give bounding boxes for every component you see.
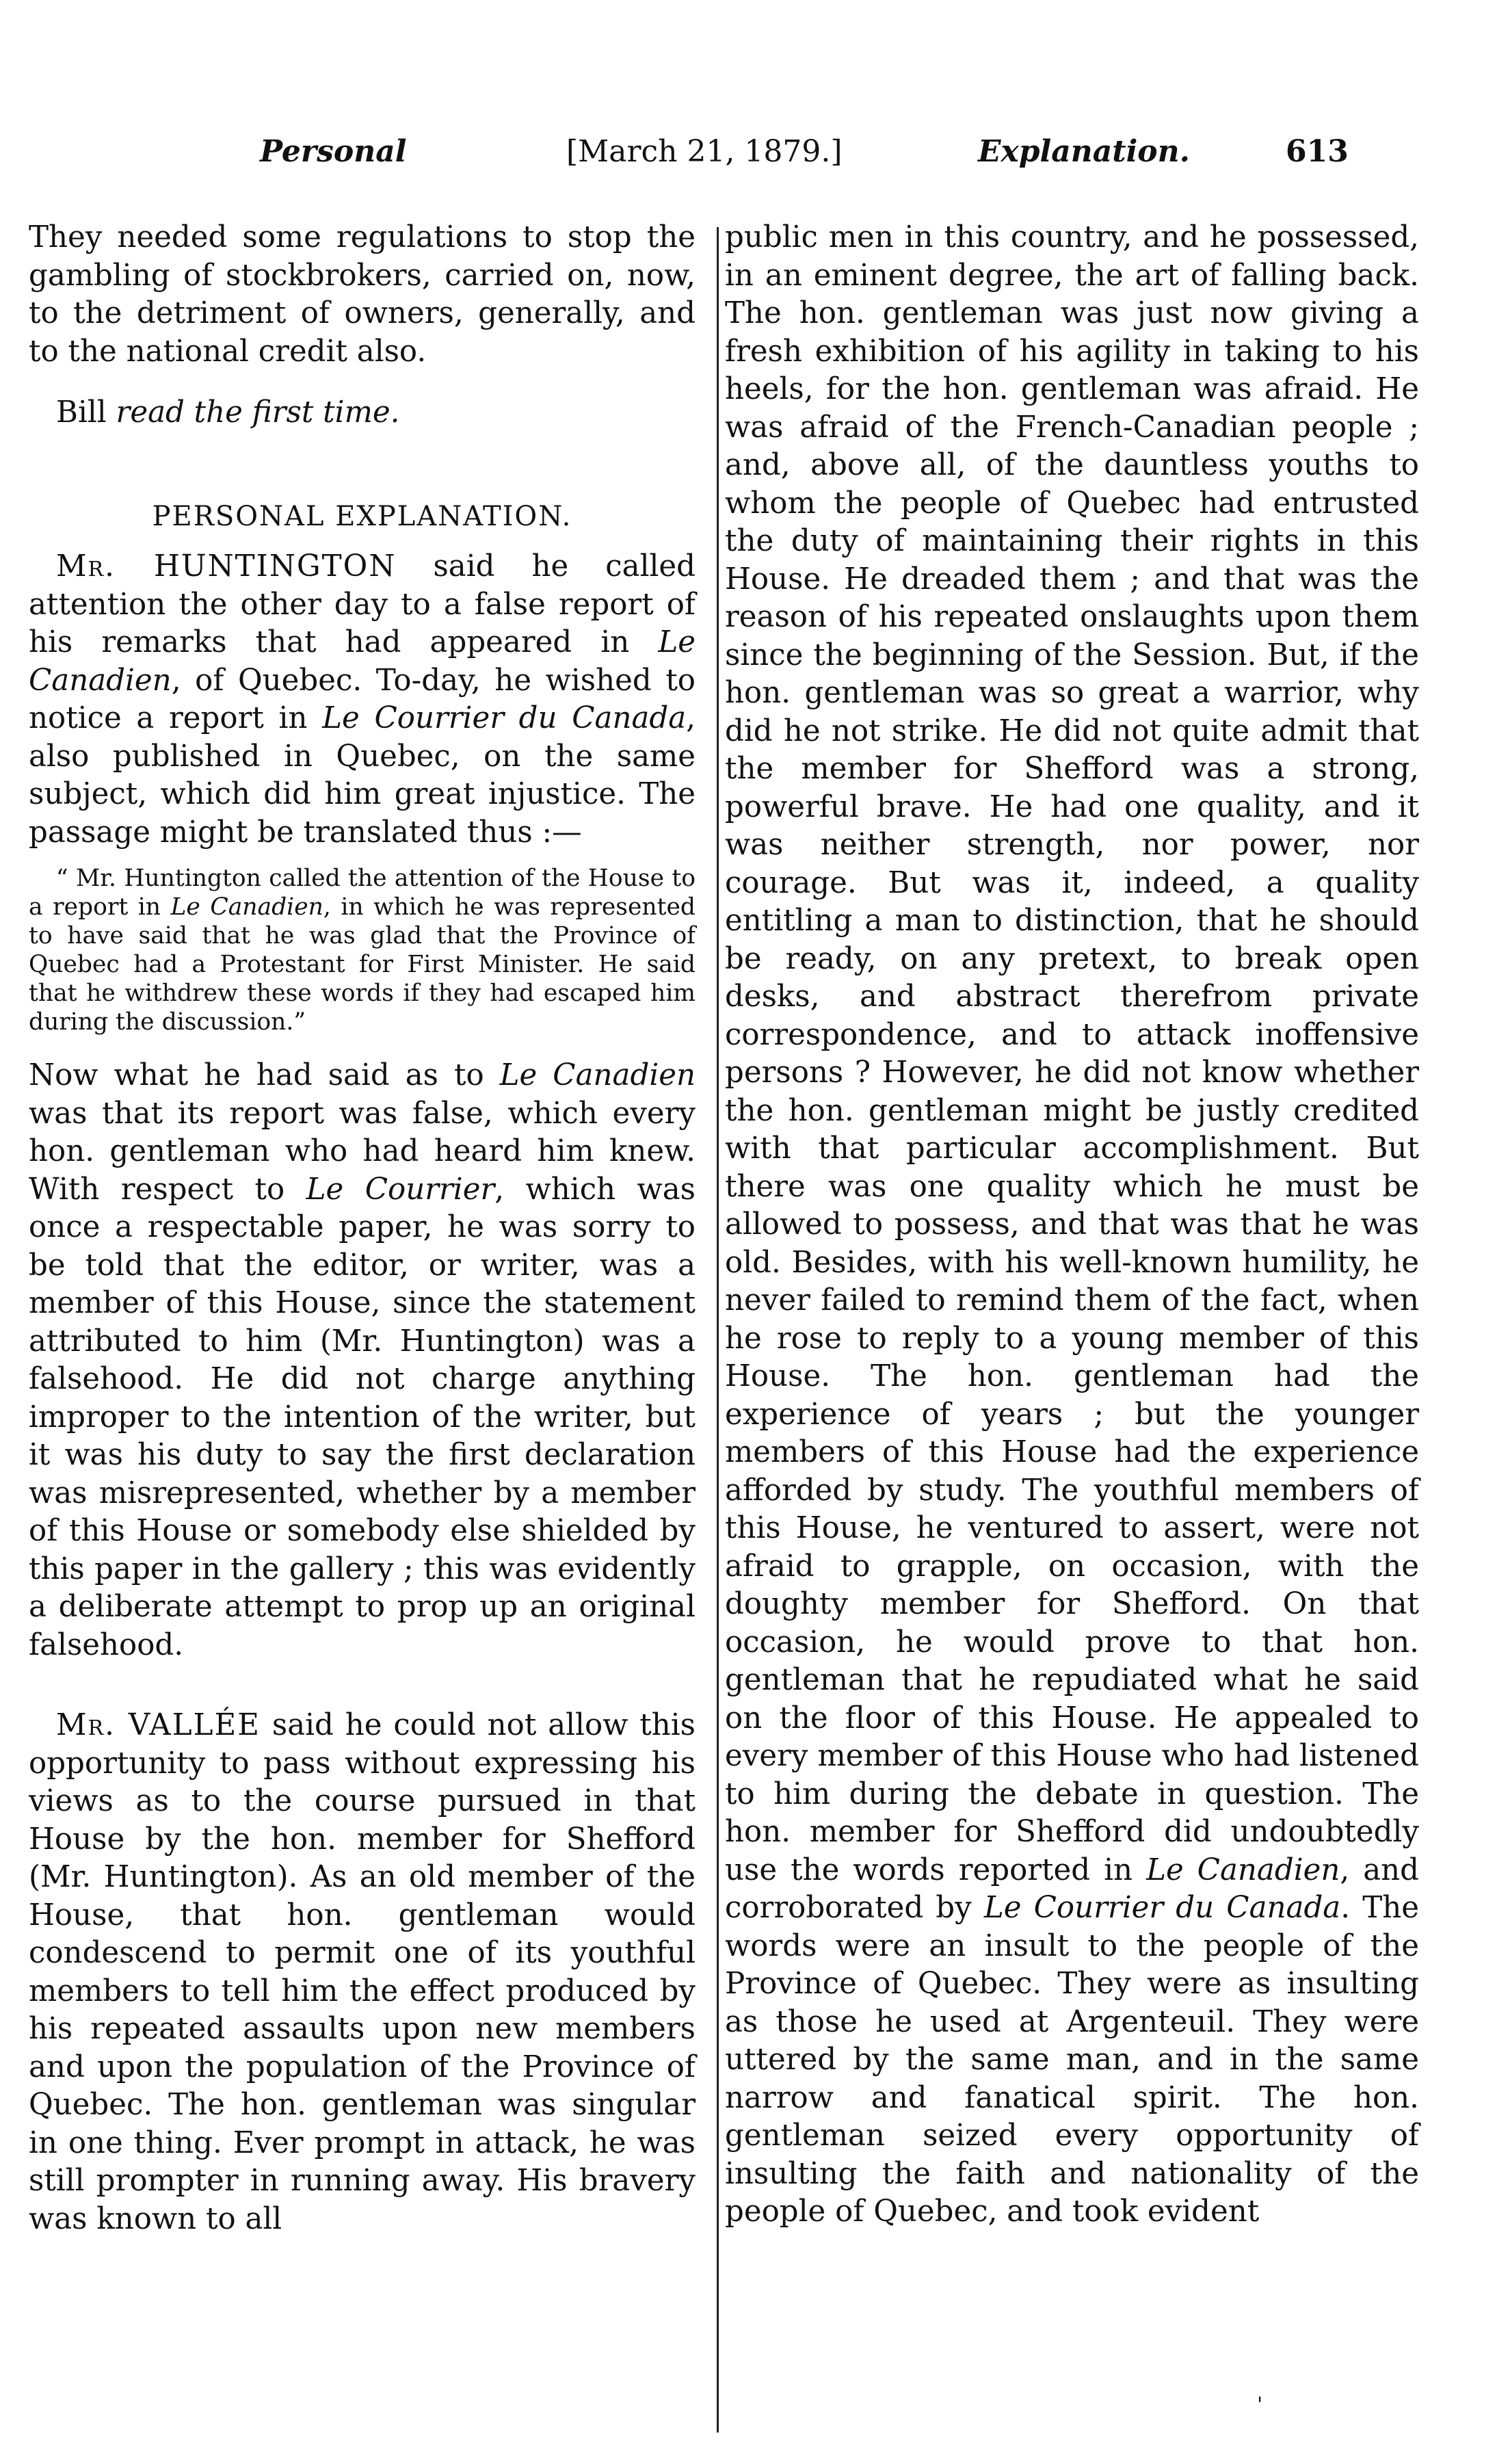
now-text-d: Le Courrier [306, 1172, 495, 1207]
right-text-e: . The words were an insult to the people of the Province of Quebec. They were as insulting as those he used at Argenteuil. They were uttered by the same man, and in the same narrow and fanatical spirit. The hon. gentleman seized every opportunity of insulting the faith and nationality of the people of Quebec, and took evident [725, 1891, 1419, 2229]
right-text-c: , and corroborated by [725, 1852, 1419, 1925]
now-text-c: was that its report was false, which every hon. gentleman who had heard him knew. With respect to [29, 1096, 696, 1207]
huntington-text-b: Le Canadien [29, 625, 696, 698]
vallee-text: said he could not allow this opportunity to pass without expressing his views as to the course pursued in that House by the hon. member for Shefford (Mr. Huntington). As an old member of the House, that hon. gentleman would condescend to permit one of its youthful members to tell him the effect produced by his repeated assaults upon new members and upon the population of the Province of Quebec. The hon. gentleman was singular in one thing. Ever prompt in attack, he was still prompter in running away. His bravery was known to all [29, 1708, 696, 2236]
running-header [0, 134, 1510, 182]
bill-read-line [29, 394, 696, 432]
header-right: Explanation. [978, 134, 1190, 169]
paragraph-huntington [29, 548, 696, 852]
bill-read-italic: read the first time. [116, 395, 400, 430]
speaker-huntington: Mr. HUNTINGTON [56, 549, 397, 584]
quote-body [29, 864, 696, 1036]
now-text-b: Le Canadien [499, 1058, 696, 1092]
speaker-vallee: Mr. VALLÉE [56, 1708, 261, 1742]
paragraph-regulations: They needed some regulations to stop the gambling of stockbrokers, carried on, now, to the detriment of owners, generally, and to the national credit also. [29, 220, 696, 369]
paragraph-continued [725, 219, 1419, 2231]
quote-text-a: “ Mr. Huntington called the attention of the House to a report in [29, 865, 696, 921]
section-title: PERSONAL EXPLANATION. [152, 500, 572, 532]
paragraph-now [29, 1057, 696, 1664]
right-text-d: Le Courrier du Canada [983, 1891, 1341, 1925]
paragraph-vallee [29, 1707, 696, 2238]
right-text-b: Le Canadien [1146, 1852, 1340, 1887]
block-quote [29, 864, 696, 1036]
huntington-text-a: said he called attention the other day to a false report of his remarks that had appeared in [29, 549, 696, 659]
huntington-text-c: , of Quebec. To-day, he wished to notice a report in [29, 663, 696, 735]
column-divider [717, 227, 719, 2433]
page-number: 613 [1286, 134, 1349, 169]
now-text-e: , which was once a respectable paper, he was sorry to be told that the editor, or writer, was a member of this House, since the statement attributed to him (Mr. Huntington) was a falsehood. He did not charge anything improper to the intention of the writer, but it was his duty to say the first declaration was misrepresented, whether by a member of this House or somebody else shielded by this paper in the gallery ; this was evidently a deliberate attempt to prop up an original falsehood. [29, 1172, 696, 1662]
stray-mark: ' [1257, 2393, 1263, 2417]
huntington-text-e: , also published in Quebec, on the same subject, which did him great injustice. The passage might be translated thus :— [29, 701, 696, 850]
right-column [725, 219, 1419, 2231]
header-left: Personal [260, 134, 407, 169]
huntington-text-d: Le Courrier du Canada [322, 701, 687, 735]
quote-text-b: Le Canadien [170, 893, 323, 921]
now-text-a: Now what he had said as to [29, 1058, 500, 1092]
quote-text-c: , in which he was represented to have said that he was glad that the Province of Quebec had a Protestant for First Minister. He said that he withdrew these words if they had escaped him during the discussion.” [29, 893, 696, 1036]
left-column [29, 219, 696, 2238]
bill-read-prefix: Bill [56, 395, 116, 430]
header-date: [March 21, 1879.] [566, 134, 843, 169]
right-text-a: public men in this country, and he possessed, in an eminent degree, the art of falling back. The hon. gentleman was just now giving a fresh exhibition of his agility in taking to his heels, for the hon. gentleman was afraid. He was afraid of the French-Canadian people ; and, above all, of the dauntless youths to whom the people of Quebec had entrusted the duty of maintaining their rights in this House. He dreaded them ; and that was the reason of his repeated onslaughts upon them since the beginning of the Session. But, if the hon. gentleman was so great a warrior, why did he not strike. He did not quite admit that the member for Shefford was a strong, powerful brave. He had one quality, and it was neither strength, nor power, nor courage. But was it, indeed, a quality entitling a man to distinction, that he should be ready, on any pretext, to break open desks, and abstract therefrom private correspondence, and to attack inoffensive persons ? However, he did not know whether the hon. gentleman might be justly credited with that particular accomplishment. But there was one quality which he must be allowed to possess, and that was that he was old. Besides, with his well-known humility, he never failed to remind them of the fact, when he rose to reply to a young member of this House. The hon. gentleman had the experience of years ; but the younger members of this House had the experience afforded by study. The youthful members of this House, he ventured to assert, were not afraid to grapple, on occasion, with the doughty member for Shefford. On that occasion, he would prove to that hon. gentleman that he repudiated what he said on the floor of this House. He appealed to every member of this House who had listened to him during the debate in question. The hon. member for Shefford did undoubtedly use the words reported in [725, 220, 1419, 1887]
